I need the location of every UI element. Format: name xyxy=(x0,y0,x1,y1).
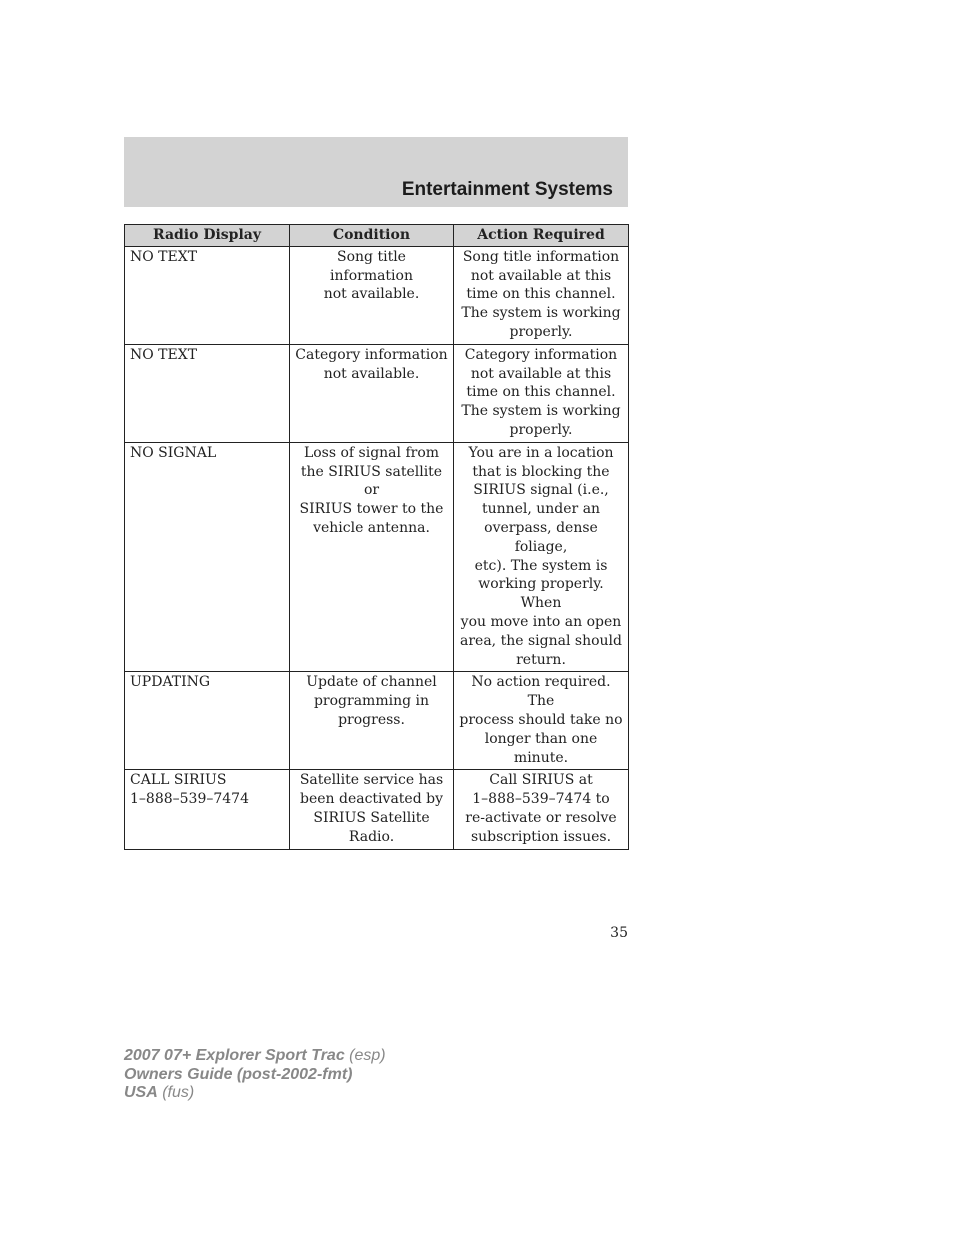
footer-market-code: (fus) xyxy=(157,1084,195,1101)
table-row xyxy=(125,770,629,849)
condition-cell: Song title information not available. xyxy=(290,246,454,344)
document-footer xyxy=(124,1047,386,1103)
action-cell: Category information not available at this time on this channel. The system is working properly. xyxy=(454,344,629,442)
footer-market: USA xyxy=(124,1084,158,1101)
condition-cell: Loss of signal from the SIRIUS satellite or SIRIUS tower to the vehicle antenna. xyxy=(290,442,454,672)
condition-cell: Update of channel programming in progress. xyxy=(290,672,454,770)
column-header-condition: Condition xyxy=(290,225,454,247)
radio-display-cell: UPDATING xyxy=(125,672,290,770)
footer-guide-name: Owners Guide (post-2002-fmt) xyxy=(124,1065,353,1083)
radio-display-cell: NO TEXT xyxy=(125,246,290,344)
radio-display-cell: CALL SIRIUS 1–888–539–7474 xyxy=(125,770,290,849)
condition-cell: Satellite service has been deactivated by SIRIUS Satellite Radio. xyxy=(290,770,454,849)
action-cell: Call SIRIUS at 1–888–539–7474 to re-activate or resolve subscription issues. xyxy=(454,770,629,849)
radio-display-cell: NO TEXT xyxy=(125,344,290,442)
action-cell: No action required. The process should take no longer than one minute. xyxy=(454,672,629,770)
table-row xyxy=(125,246,629,344)
action-cell: Song title information not available at this time on this channel. The system is working properly. xyxy=(454,246,629,344)
condition-cell: Category information not available. xyxy=(290,344,454,442)
footer-line-1 xyxy=(124,1047,386,1066)
footer-model: 2007 07+ Explorer Sport Trac xyxy=(124,1047,345,1064)
table-header-row xyxy=(125,225,629,247)
footer-line-2 xyxy=(124,1066,386,1085)
table-row xyxy=(125,344,629,442)
action-cell: You are in a location that is blocking the SIRIUS signal (i.e., tunnel, under an overpass, dense foliage, etc). The system is working properly. When you move into an open area, the signal should return. xyxy=(454,442,629,672)
section-header-band xyxy=(124,137,628,207)
footer-line-3 xyxy=(124,1084,386,1103)
column-header-action-required: Action Required xyxy=(454,225,629,247)
radio-display-table xyxy=(124,224,629,850)
footer-language-code: (esp) xyxy=(344,1047,386,1064)
column-header-radio-display: Radio Display xyxy=(125,225,290,247)
section-title: Entertainment Systems xyxy=(401,179,613,200)
radio-display-cell: NO SIGNAL xyxy=(125,442,290,672)
table-row xyxy=(125,442,629,672)
table-row xyxy=(125,672,629,770)
page-number: 35 xyxy=(610,925,628,941)
